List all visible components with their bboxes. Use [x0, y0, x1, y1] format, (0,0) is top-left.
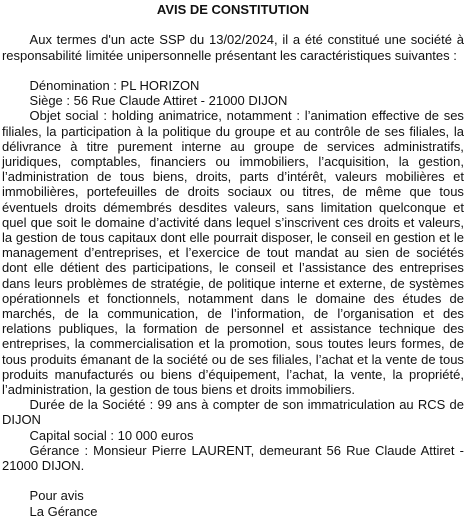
- denomination-line: Dénomination : PL HORIZON: [29, 77, 200, 93]
- notice-title: AVIS DE CONSTITUTION: [156, 2, 309, 17]
- signatory-line: La Gérance: [29, 503, 98, 519]
- closing-line: Pour avis: [29, 488, 84, 504]
- blank-line: [2, 473, 464, 488]
- objet-social-paragraph: Objet social : holding animatrice, notamment : l’animation effective de ses filiales, la participation à la politique du groupe et au contrôle de ses filiales, la délivrance à titre purement interne au groupe de services administratifs, juridiques, comptables, financiers ou immobiliers, l’acquisition, la gestion, l’administration de tous biens, droits, parts d’intérêt, valeurs mobilières et immobilières, portefeuilles de droits sociaux ou titres, de même que tous éventuels droits démembrés desdites valeurs, sans limitation quelconque et quel que soit le domaine d’activité dans lequel s’inscrivent ces droits et valeurs, la gestion de tous capitaux dont elle pourrait disposer, le conseil en gestion et le management d’entreprises, et l’exercice de tout mandat au sien de sociétés dont elle détient des participations, le conseil et l’assistance des entreprises dans leurs problèmes de stratégie, de politique interne et externe, de systèmes opérationnels et fonctionnels, notamment dans le domaine des études de marchés, de la communication, de l’information, de l’organisation et des relations publiques, la formation de personnel et assistance technique des entreprises, la commercialisation et la promotion, sous toutes leurs formes, de tous produits émanant de la société ou de ses filiales, l’achat et la vente de tous produits manufacturés ou biens d’équipement, l’achat, la vente, la propriété, l’administration, la gestion de tous biens et droits immobiliers.: [1, 108, 464, 398]
- capital-line: Capital social : 10 000 euros: [29, 427, 194, 443]
- siege-line: Siège : 56 Rue Claude Attiret - 21000 DIJON: [29, 93, 288, 109]
- intro-paragraph: Aux termes d'un acte SSP du 13/02/2024, il a été constitué une société à responsabilité limitée unipersonnelle présentant les caractéristiques suivantes :: [1, 32, 464, 63]
- gerance-paragraph: Gérance : Monsieur Pierre LAURENT, demeurant 56 Rue Claude Attiret - 21000 DIJON.: [1, 442, 464, 474]
- duree-line: Durée de la Société : 99 ans à compter de son immatriculation au RCS de DIJON: [1, 397, 464, 428]
- blank-line: [2, 63, 464, 78]
